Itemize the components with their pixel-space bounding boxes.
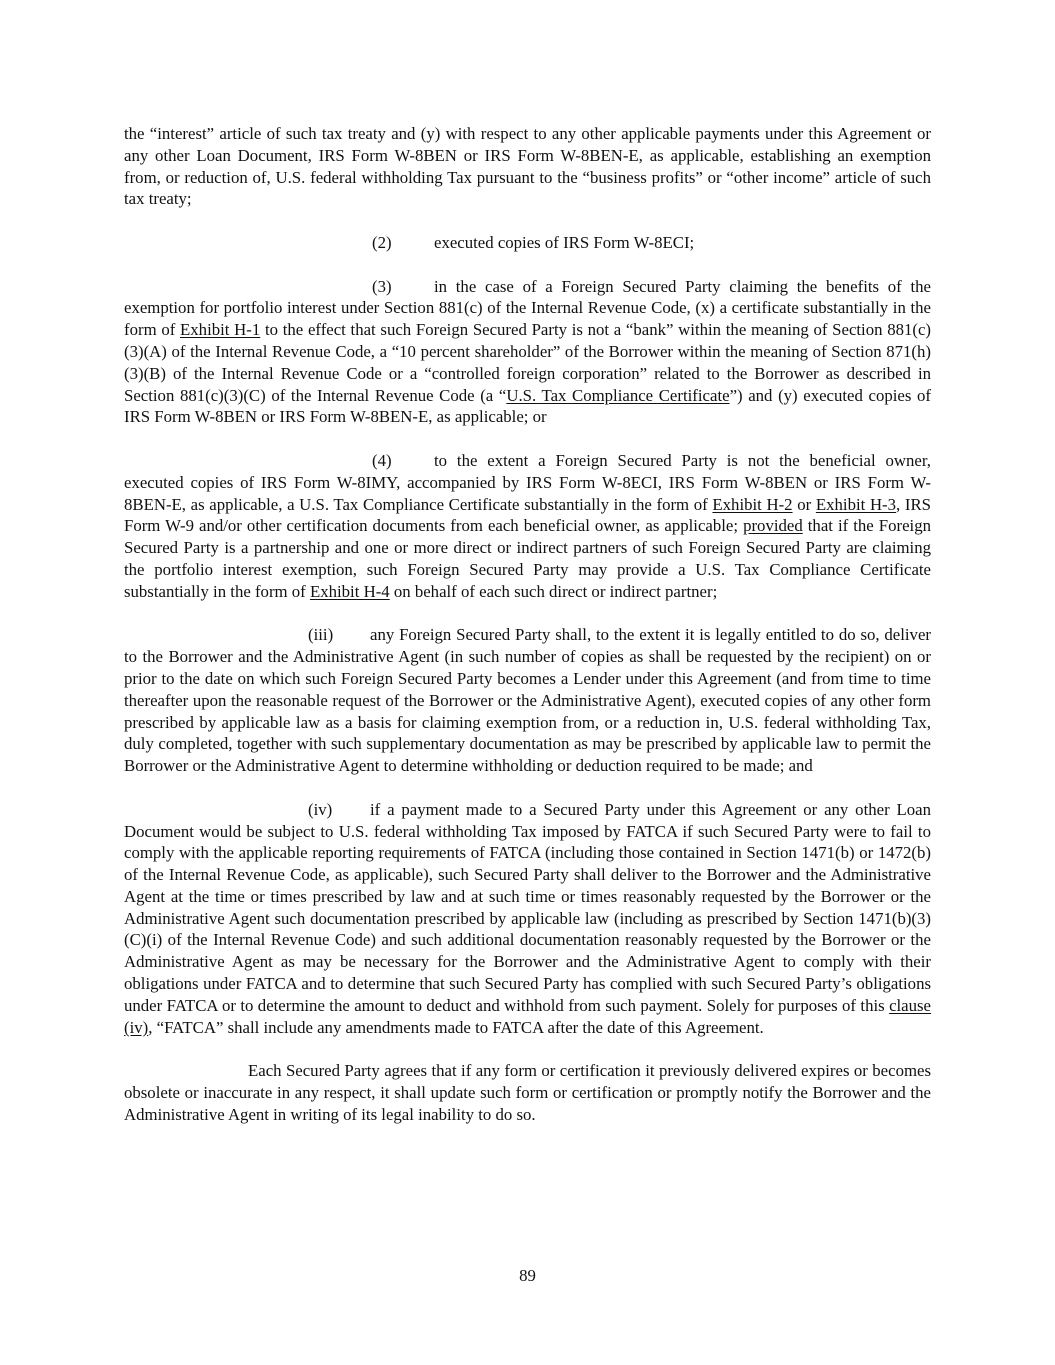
item-iv-number: (iv) — [308, 799, 333, 819]
item-2-text: executed copies of IRS Form W-8ECI; — [434, 232, 695, 252]
item-4-number: (4) — [372, 450, 392, 470]
paragraph-item-2 — [124, 232, 931, 254]
item-4-text-5: on behalf of each such direct or indirect partner; — [389, 581, 718, 601]
exhibit-h1-link: Exhibit H-1 — [180, 320, 261, 340]
item-iv-text-1: if a payment made to a Secured Party under this Agreement or any other Loan Document would be subject to U.S. federal withholding Tax imposed by FATCA if such Secured Party were to fail to comply with the applicable reporting requirements of FATCA (including those contained in Section 1471(b) or 1472(b) of the Internal Revenue Code, as applicable), such Secured Party shall deliver to the Borrower and the Administrative Agent at the time or times prescribed by law and at such time or times reasonably requested by the Borrower or the Administrative Agent such documentation prescribed by applicable law (including as prescribed by Section 1471(b)(3)(C)(i) of the Internal Revenue Code) and such additional documentation reasonably requested by the Borrower or the Administrative Agent as may be necessary for the Borrower and the Administrative Agent to comply with their obligations under FATCA and to determine that such Secured Party has complied with such Secured Party’s obligations under FATCA or to determine the amount to deduct and withhold from such payment. Solely for purposes of this — [124, 799, 931, 1015]
page-number: 89 — [519, 1266, 536, 1285]
paragraph-intro — [124, 123, 931, 210]
paragraph-final — [124, 1060, 931, 1125]
item-3-text-1: in the case of a Foreign Secured Party claiming the benefits of the exemption for portfolio interest under Section 881(c) of the Internal Revenue Code, (x) a certificate substantially in the form of — [124, 276, 931, 340]
paragraph-item-4 — [124, 450, 931, 603]
paragraph-final-text: Each Secured Party agrees that if any form or certification it previously delivered expires or becomes obsolete or inaccurate in any respect, it shall update such form or certification or promptly notify the Borrower and the Administrative Agent in writing of its legal inability to do so. — [124, 1061, 931, 1124]
item-3-text-3: ”) and (y) executed copies of IRS Form W-8BEN or IRS Form W-8BEN-E, as applicable; or — [124, 385, 931, 427]
clause-iv-term: clause (iv) — [124, 995, 931, 1037]
item-2-number: (2) — [372, 232, 392, 252]
paragraph-item-iii — [124, 624, 931, 777]
item-iii-text: any Foreign Secured Party shall, to the extent it is legally entitled to do so, deliver to the Borrower and the Administrative Agent (in such number of copies as shall be requested by the recipient) on or prior to the date on which such Foreign Secured Party becomes a Lender under this Agreement (and from time to time thereafter upon the reasonable request of the Borrower or the Administrative Agent), executed copies of any other form prescribed by applicable law as a basis for claiming exemption from, or a reduction in, U.S. federal withholding Tax, duly completed, together with such supplementary documentation as may be prescribed by applicable law to permit the Borrower or the Administrative Agent to determine withholding or deduction required to be made; and — [124, 625, 931, 776]
item-4-text-4: that if the Foreign Secured Party is a partnership and one or more direct or indirect partners of such Foreign Secured Party are claiming the portfolio interest exemption, such Foreign Secured Party may provide a U.S. Tax Compliance Certificate substantially in the form of — [124, 516, 931, 601]
item-3-text-2: to the effect that such Foreign Secured Party is not a “bank” within the meaning of Section 881(c)(3)(A) of the Internal Revenue Code, a “10 percent shareholder” of the Borrower within the meaning of Section 871(h)(3)(B) of the Internal Revenue Code or a “controlled foreign corporation” related to the Borrower as described in Section 881(c)(3)(C) of the Internal Revenue Code (a “ — [124, 320, 932, 405]
item-iv-text-2: , “FATCA” shall include any amendments made to FATCA after the date of this Agreement. — [148, 1017, 764, 1037]
item-3-number: (3) — [372, 276, 392, 296]
item-iii-number: (iii) — [308, 625, 334, 645]
paragraph-intro-text: the “interest” article of such tax treaty and (y) with respect to any other applicable payments under this Agreement or any other Loan Document, IRS Form W-8BEN or IRS Form W-8BEN-E, as applicable, establishing an exemption from, or reduction of, U.S. federal withholding Tax pursuant to the “business profits” or “other income” article of such tax treaty; — [124, 124, 931, 209]
paragraph-item-3 — [124, 276, 931, 429]
page-body — [124, 123, 931, 1147]
item-4-text-1: to the extent a Foreign Secured Party is not the beneficial owner, executed copies of IRS Form W-8IMY, accompanied by IRS Form W-8ECI, IRS Form W-8BEN or IRS Form W-8BEN-E, as applicable, a U.S. Tax Compliance Certificate substantially in the form of — [124, 450, 931, 514]
exhibit-h4-link: Exhibit H-4 — [309, 581, 390, 601]
item-4-text-2: or — [792, 494, 816, 514]
paragraph-item-iv — [124, 799, 931, 1039]
provided-term: provided — [743, 516, 803, 536]
exhibit-h2-link: Exhibit H-2 — [712, 494, 793, 514]
us-tax-compliance-certificate-term: U.S. Tax Compliance Certificate — [506, 385, 730, 405]
exhibit-h3-link: Exhibit H-3 — [815, 494, 897, 514]
item-4-text-3: , IRS Form W-9 and/or other certification documents from each beneficial owner, as applicable; — [124, 494, 932, 536]
